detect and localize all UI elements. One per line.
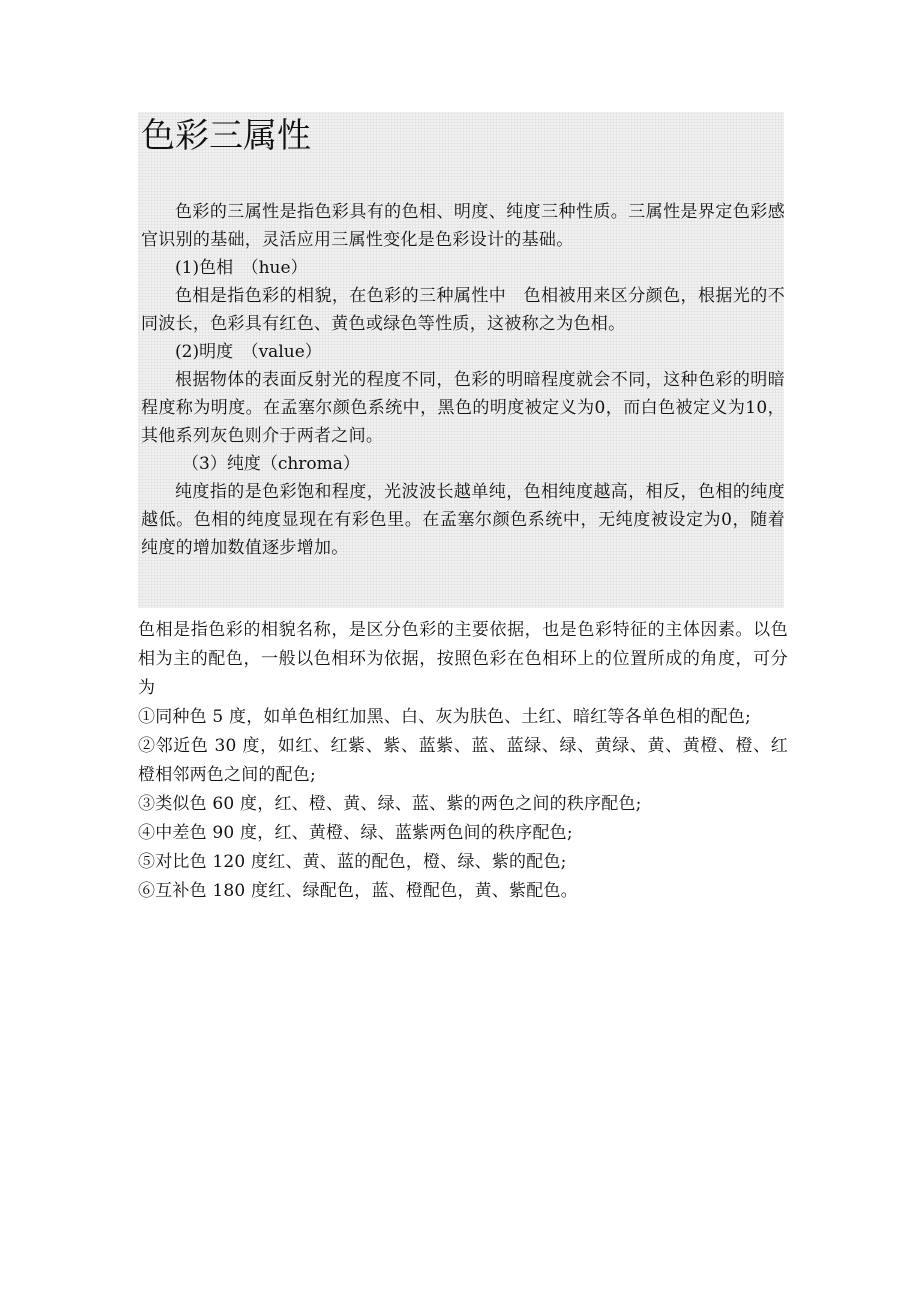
list-item: ③类似色 60 度，红、橙、黄、绿、蓝、紫的两色之间的秩序配色;	[138, 794, 642, 814]
hue-paragraph: 色相是指色彩的相貌，在色彩的三种属性中 色相被用来区分颜色，根据光的不同波长，色彩具有红色、黄色或绿色等性质，这被称之为色相。	[141, 286, 785, 334]
chroma-paragraph: 纯度指的是色彩饱和程度，光波波长越单纯，色相纯度越高，相反，色相的纯度越低。色相的纯度显现在有彩色里。在孟塞尔颜色系统中，无纯度被设定为0，随着纯度的增加数值逐步增加。	[141, 482, 785, 558]
list-item: ⑥互补色 180 度红、绿配色，蓝、橙配色，黄、紫配色。	[138, 881, 578, 901]
list-item: ④中差色 90 度，红、黄橙、绿、蓝紫两色间的秩序配色;	[138, 823, 573, 843]
list-item: ②邻近色 30 度，如红、红紫、紫、蓝紫、蓝、蓝绿、绿、黄绿、黄、黄橙、橙、红橙相邻两色之间的配色;	[138, 736, 788, 785]
value-heading: (2)明度 （value）	[175, 342, 322, 362]
value-paragraph: 根据物体的表面反射光的程度不同，色彩的明暗程度就会不同，这种色彩的明暗程度称为明度。在孟塞尔颜色系统中，黑色的明度被定义为0，而白色被定义为10，其他系列灰色则介于两者之间。	[141, 370, 785, 446]
intro-paragraph: 色彩的三属性是指色彩具有的色相、明度、纯度三种性质。三属性是界定色彩感官识别的基础，灵活应用三属性变化是色彩设计的基础。	[141, 202, 785, 250]
attributes-section	[141, 198, 785, 562]
hue-harmony-section	[138, 616, 788, 906]
hue-intro-paragraph: 色相是指色彩的相貌名称，是区分色彩的主要依据，也是色彩特征的主体因素。以色相为主的配色，一般以色相环为依据，按照色彩在色相环上的位置所成的角度，可分为	[138, 620, 788, 698]
chroma-heading: （3）纯度（chroma）	[182, 454, 360, 474]
page-title: 色彩三属性	[141, 116, 311, 156]
hue-heading: (1)色相 （hue）	[175, 258, 308, 278]
list-item: ⑤对比色 120 度红、黄、蓝的配色，橙、绿、紫的配色;	[138, 852, 567, 872]
list-item: ①同种色 5 度，如单色相红加黑、白、灰为肤色、土红、暗红等各单色相的配色;	[138, 707, 751, 727]
